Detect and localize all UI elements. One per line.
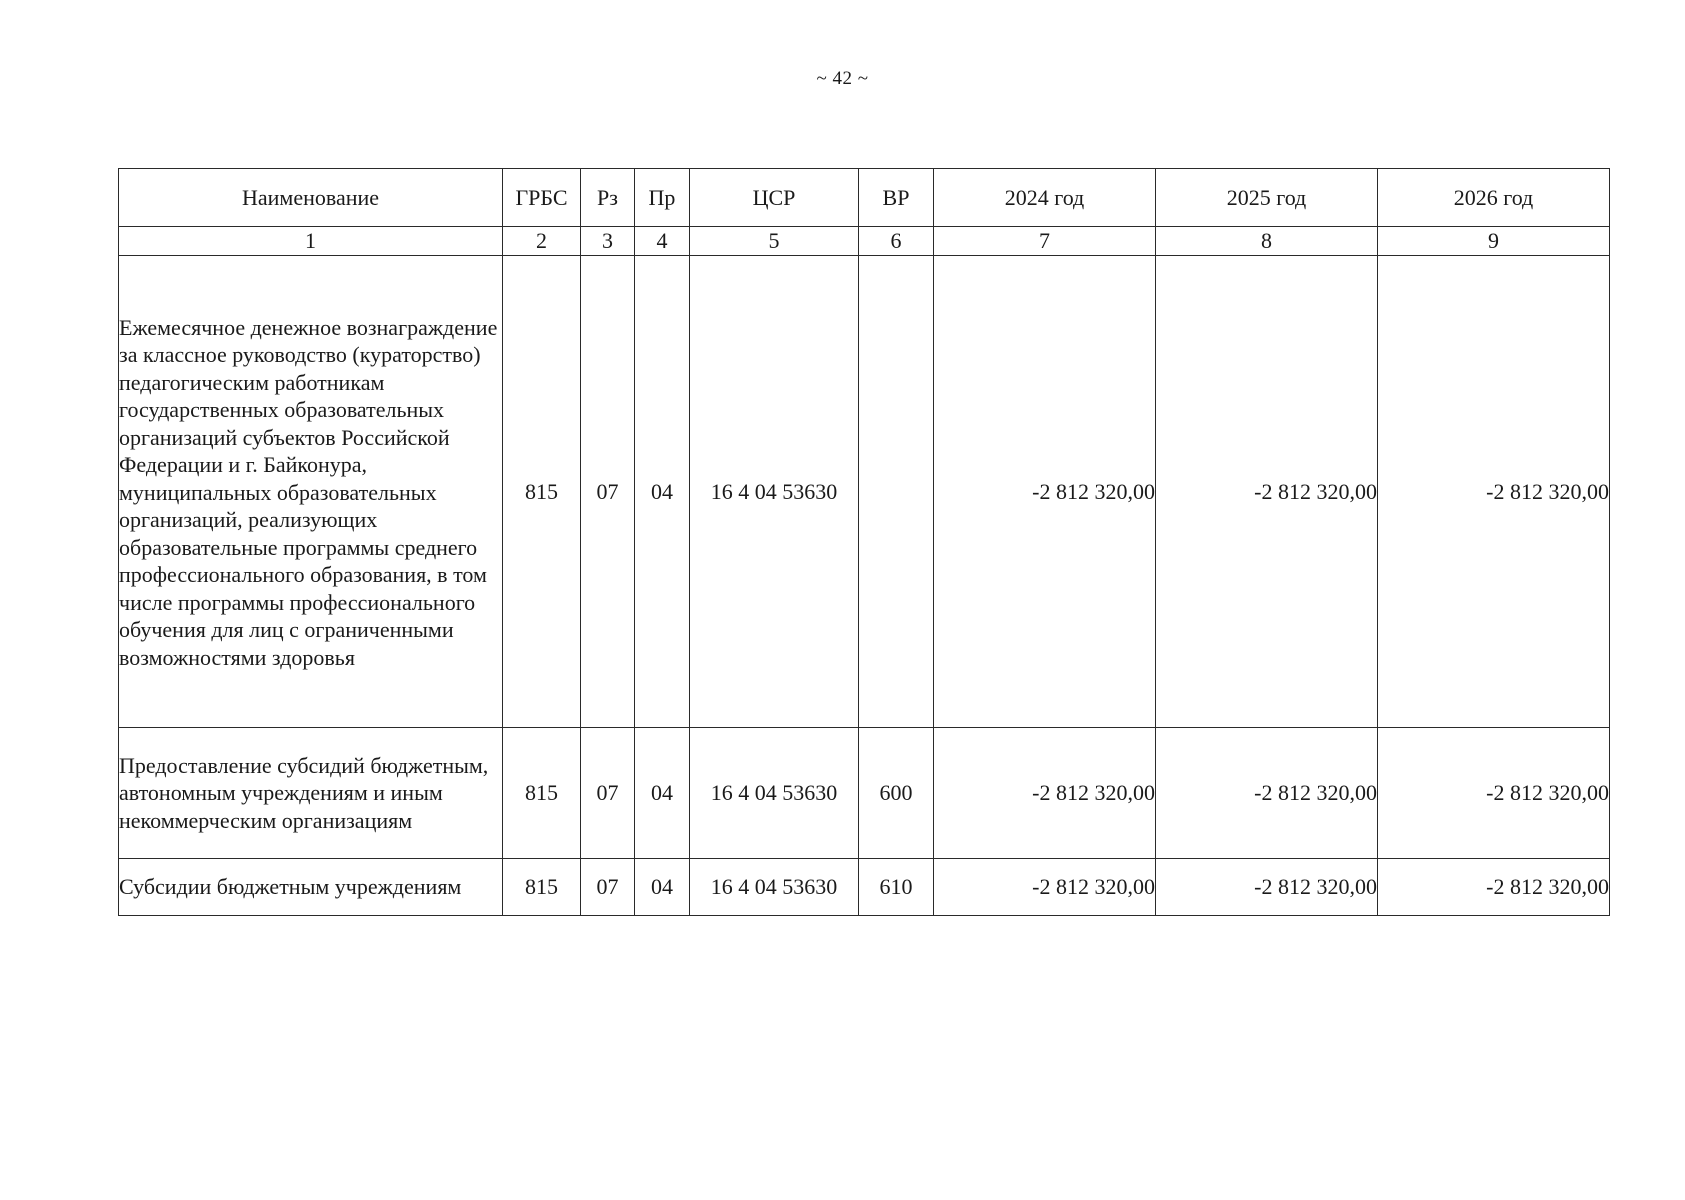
row-vr: 600	[859, 728, 934, 859]
column-number: 2	[503, 227, 581, 256]
row-amount-2025: -2 812 320,00	[1156, 728, 1378, 859]
row-grbs: 815	[503, 256, 581, 728]
header-row	[119, 169, 1610, 227]
header-csr: ЦСР	[690, 169, 859, 227]
row-vr: 610	[859, 859, 934, 916]
column-number: 6	[859, 227, 934, 256]
table-row	[119, 859, 1610, 916]
row-amount-2025: -2 812 320,00	[1156, 859, 1378, 916]
header-vr: ВР	[859, 169, 934, 227]
column-number: 9	[1378, 227, 1610, 256]
header-pr: Пр	[635, 169, 690, 227]
row-amount-2024: -2 812 320,00	[934, 728, 1156, 859]
table-row	[119, 728, 1610, 859]
column-number: 1	[119, 227, 503, 256]
row-grbs: 815	[503, 859, 581, 916]
header-2024: 2024 год	[934, 169, 1156, 227]
row-amount-2024: -2 812 320,00	[934, 256, 1156, 728]
row-amount-2026: -2 812 320,00	[1378, 728, 1610, 859]
row-vr	[859, 256, 934, 728]
row-rz: 07	[581, 728, 635, 859]
budget-table	[118, 168, 1610, 916]
header-grbs: ГРБС	[503, 169, 581, 227]
row-amount-2025: -2 812 320,00	[1156, 256, 1378, 728]
column-number-row	[119, 227, 1610, 256]
row-rz: 07	[581, 859, 635, 916]
column-number: 8	[1156, 227, 1378, 256]
column-number: 5	[690, 227, 859, 256]
row-pr: 04	[635, 728, 690, 859]
row-rz: 07	[581, 256, 635, 728]
header-2026: 2026 год	[1378, 169, 1610, 227]
header-name: Наименование	[119, 169, 503, 227]
row-csr: 16 4 04 53630	[690, 859, 859, 916]
row-amount-2026: -2 812 320,00	[1378, 859, 1610, 916]
row-amount-2026: -2 812 320,00	[1378, 256, 1610, 728]
row-name: Предоставление субсидий бюджетным, автономным учреждениям и иным некоммерческим организациям	[119, 728, 503, 859]
table-row	[119, 256, 1610, 728]
row-csr: 16 4 04 53630	[690, 256, 859, 728]
row-name: Субсидии бюджетным учреждениям	[119, 859, 503, 916]
row-grbs: 815	[503, 728, 581, 859]
header-rz: Рз	[581, 169, 635, 227]
row-csr: 16 4 04 53630	[690, 728, 859, 859]
row-pr: 04	[635, 859, 690, 916]
row-amount-2024: -2 812 320,00	[934, 859, 1156, 916]
header-2025: 2025 год	[1156, 169, 1378, 227]
column-number: 7	[934, 227, 1156, 256]
column-number: 4	[635, 227, 690, 256]
column-number: 3	[581, 227, 635, 256]
row-pr: 04	[635, 256, 690, 728]
page-number: ~ 42 ~	[816, 68, 869, 89]
row-name: Ежемесячное денежное вознаграждение за классное руководство (кураторство) педагогическим работникам государственных образовательных организаций субъектов Российской Федерации и г. Байконура, муниципальных образовательных организаций, реализующих образовательные программы среднего профессионального образования, в том числе программы профессионального обучения для лиц с ограниченными возможностями здоровья	[119, 256, 503, 728]
